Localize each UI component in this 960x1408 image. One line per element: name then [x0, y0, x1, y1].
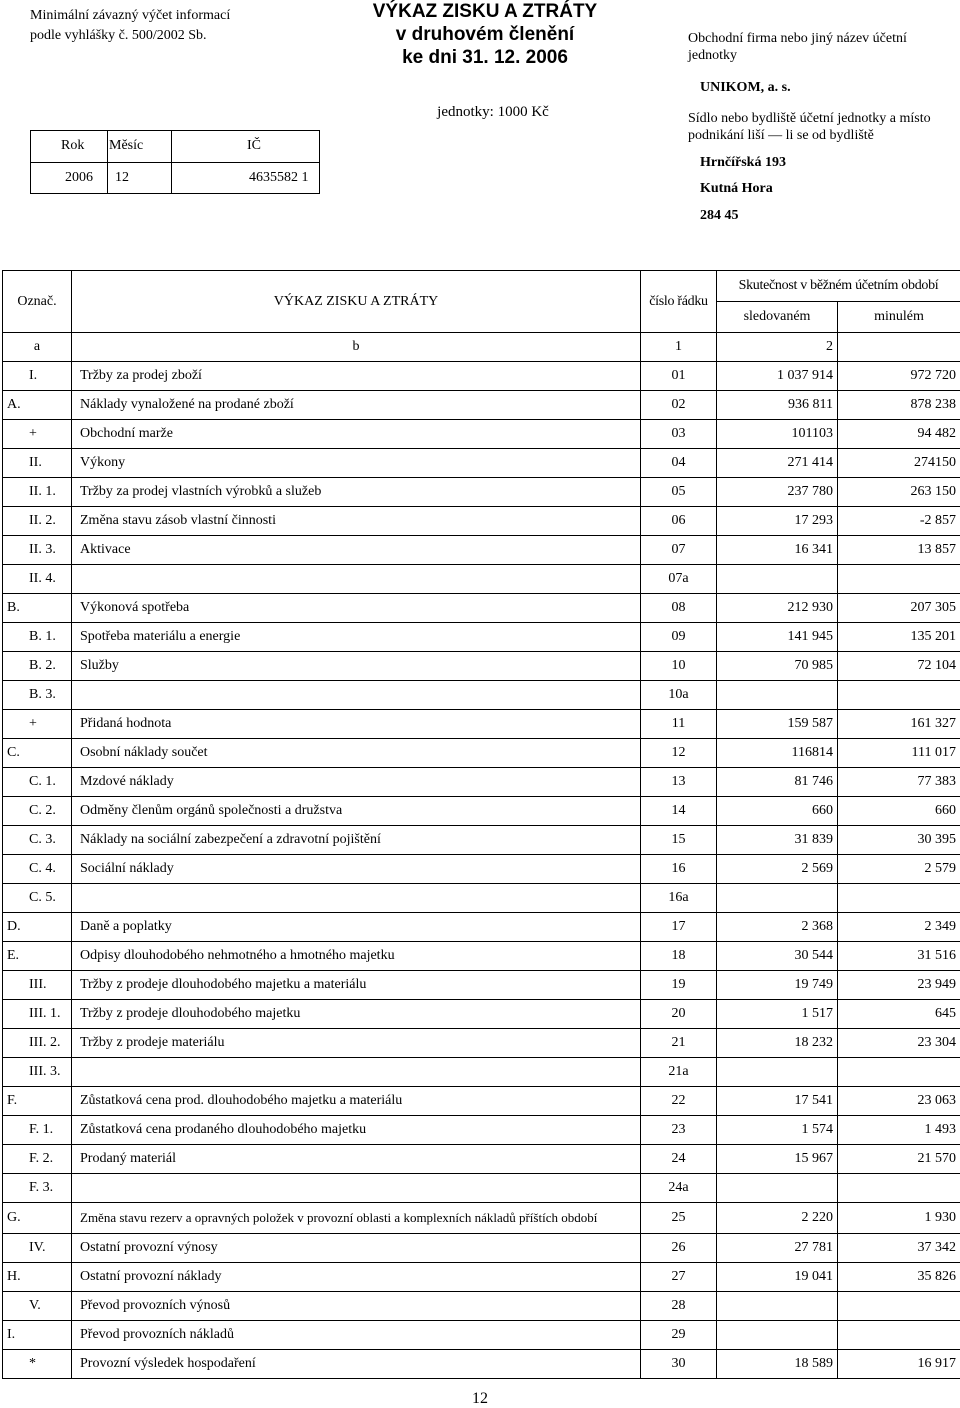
row-code: III. 1. [3, 1000, 72, 1029]
value-previous [838, 681, 960, 710]
address-street: Hrnčířská 193 [700, 155, 786, 170]
identification-box [30, 130, 320, 194]
value-current: 27 781 [717, 1234, 838, 1263]
value-current [717, 1292, 838, 1321]
row-label: Ostatní provozní výnosy [72, 1234, 641, 1263]
col-oznac-header: Označ. [3, 271, 72, 333]
value-current [717, 884, 838, 913]
row-number: 28 [641, 1292, 717, 1321]
row-label: Obchodní marže [72, 420, 641, 449]
row-label: Tržby z prodeje materiálu [72, 1029, 641, 1058]
row-number: 05 [641, 478, 717, 507]
row-label: Převod provozních výnosů [72, 1292, 641, 1321]
row-label: Náklady na sociální zabezpečení a zdravotní pojištění [72, 826, 641, 855]
value-previous: 1 493 [838, 1116, 960, 1145]
value-current [717, 1058, 838, 1087]
table-row [3, 1234, 960, 1263]
row-number: 16 [641, 855, 717, 884]
table-row [3, 391, 960, 420]
value-previous: 35 826 [838, 1263, 960, 1292]
value-current [717, 565, 838, 594]
row-number: 24a [641, 1174, 717, 1203]
row-label: Tržby za prodej zboží [72, 362, 641, 391]
row-number: 18 [641, 942, 717, 971]
col-index-b: b [72, 333, 641, 362]
value-current: 17 293 [717, 507, 838, 536]
row-label: Spotřeba materiálu a energie [72, 623, 641, 652]
value-current: 2 368 [717, 913, 838, 942]
value-current: 1 574 [717, 1116, 838, 1145]
value-previous: 207 305 [838, 594, 960, 623]
table-row [3, 1350, 960, 1379]
row-number: 11 [641, 710, 717, 739]
row-number: 03 [641, 420, 717, 449]
row-label: Přidaná hodnota [72, 710, 641, 739]
row-code: B. 3. [3, 681, 72, 710]
table-row [3, 478, 960, 507]
row-label: Aktivace [72, 536, 641, 565]
row-code: C. 4. [3, 855, 72, 884]
row-label: Osobní náklady součet [72, 739, 641, 768]
ic-value: 4635582 1 [249, 170, 309, 185]
table-row [3, 1058, 960, 1087]
report-date: ke dni 31. 12. 2006 [402, 47, 568, 68]
table-row [3, 536, 960, 565]
col-index-1: 1 [641, 333, 717, 362]
value-current: 141 945 [717, 623, 838, 652]
row-label: Mzdové náklady [72, 768, 641, 797]
value-current: 271 414 [717, 449, 838, 478]
value-current [717, 1321, 838, 1350]
value-current [717, 681, 838, 710]
value-previous [838, 1292, 960, 1321]
address-city: Kutná Hora [700, 181, 773, 196]
row-code: F. 1. [3, 1116, 72, 1145]
table-row [3, 507, 960, 536]
col-name-header: VÝKAZ ZISKU A ZTRÁTY [72, 271, 641, 333]
table-row [3, 739, 960, 768]
row-number: 08 [641, 594, 717, 623]
value-previous: 31 516 [838, 942, 960, 971]
value-previous: 878 238 [838, 391, 960, 420]
firm-name: UNIKOM, a. s. [700, 80, 791, 95]
row-number: 20 [641, 1000, 717, 1029]
table-row [3, 768, 960, 797]
row-label [72, 884, 641, 913]
row-code: D. [3, 913, 72, 942]
col-period-header: Skutečnost v běžném účetním období [717, 271, 960, 302]
value-current: 19 749 [717, 971, 838, 1000]
value-previous: 263 150 [838, 478, 960, 507]
value-current: 17 541 [717, 1087, 838, 1116]
table-row [3, 1087, 960, 1116]
row-code: F. 3. [3, 1174, 72, 1203]
row-label: Výkonová spotřeba [72, 594, 641, 623]
row-label: Změna stavu zásob vlastní činnosti [72, 507, 641, 536]
row-code: C. 1. [3, 768, 72, 797]
col-index-a: a [3, 333, 72, 362]
row-number: 06 [641, 507, 717, 536]
value-previous: 972 720 [838, 362, 960, 391]
rok-label: Rok [61, 138, 85, 153]
value-previous: 2 579 [838, 855, 960, 884]
col-index-3 [838, 333, 960, 362]
value-previous: 274150 [838, 449, 960, 478]
report-title-line1: VÝKAZ ZISKU A ZTRÁTY [372, 1, 598, 22]
row-number: 26 [641, 1234, 717, 1263]
table-row [3, 1174, 960, 1203]
row-code: B. 1. [3, 623, 72, 652]
row-label: Odpisy dlouhodobého nehmotného a hmotného majetku [72, 942, 641, 971]
row-code: II. [3, 449, 72, 478]
table-row [3, 1321, 960, 1350]
value-current: 101103 [717, 420, 838, 449]
income-statement-table [2, 270, 960, 1379]
value-current: 116814 [717, 739, 838, 768]
row-label: Daně a poplatky [72, 913, 641, 942]
row-label: Sociální náklady [72, 855, 641, 884]
value-previous: 135 201 [838, 623, 960, 652]
row-code: C. [3, 739, 72, 768]
value-previous [838, 884, 960, 913]
rok-value: 2006 [65, 170, 93, 185]
row-code: C. 3. [3, 826, 72, 855]
row-code: + [3, 420, 72, 449]
value-current: 212 930 [717, 594, 838, 623]
table-row [3, 826, 960, 855]
row-number: 27 [641, 1263, 717, 1292]
row-code: II. 3. [3, 536, 72, 565]
row-label: Převod provozních nákladů [72, 1321, 641, 1350]
table-row [3, 362, 960, 391]
row-number: 21a [641, 1058, 717, 1087]
value-current: 70 985 [717, 652, 838, 681]
row-code: I. [3, 362, 72, 391]
row-number: 17 [641, 913, 717, 942]
value-current: 16 341 [717, 536, 838, 565]
value-previous: 94 482 [838, 420, 960, 449]
row-label: Ostatní provozní náklady [72, 1263, 641, 1292]
value-previous: 13 857 [838, 536, 960, 565]
table-row [3, 884, 960, 913]
table-row [3, 710, 960, 739]
table-row [3, 594, 960, 623]
table-row [3, 1000, 960, 1029]
value-previous [838, 565, 960, 594]
col-index-2: 2 [717, 333, 838, 362]
row-label: Odměny členům orgánů společnosti a družstva [72, 797, 641, 826]
row-label [72, 1058, 641, 1087]
row-code: F. 2. [3, 1145, 72, 1174]
row-number: 22 [641, 1087, 717, 1116]
table-row [3, 942, 960, 971]
row-number: 21 [641, 1029, 717, 1058]
row-label: Tržby z prodeje dlouhodobého majetku [72, 1000, 641, 1029]
row-code: H. [3, 1263, 72, 1292]
value-current: 237 780 [717, 478, 838, 507]
row-number: 29 [641, 1321, 717, 1350]
table-row [3, 855, 960, 884]
table-row [3, 652, 960, 681]
value-current: 15 967 [717, 1145, 838, 1174]
value-current: 30 544 [717, 942, 838, 971]
row-number: 07 [641, 536, 717, 565]
value-current: 18 589 [717, 1350, 838, 1379]
value-previous: 37 342 [838, 1234, 960, 1263]
col-row-header: číslo řádku [641, 271, 717, 333]
row-code: G. [3, 1203, 72, 1234]
row-label: Služby [72, 652, 641, 681]
value-previous: 660 [838, 797, 960, 826]
row-code: C. 2. [3, 797, 72, 826]
value-previous [838, 1321, 960, 1350]
table-row [3, 1029, 960, 1058]
value-current: 159 587 [717, 710, 838, 739]
value-current: 18 232 [717, 1029, 838, 1058]
row-code: III. 3. [3, 1058, 72, 1087]
row-code: IV. [3, 1234, 72, 1263]
row-label: Výkony [72, 449, 641, 478]
units-label: jednotky: 1000 Kč [437, 104, 549, 120]
col-previous-header: minulém [838, 302, 960, 333]
row-number: 10 [641, 652, 717, 681]
row-label-text: Změna stavu rezerv a opravných položek v provozní oblasti a komplexních nákladů příštích období [80, 1210, 598, 1225]
row-label [72, 1174, 641, 1203]
value-current: 19 041 [717, 1263, 838, 1292]
value-previous: 72 104 [838, 652, 960, 681]
value-current: 2 220 [717, 1203, 838, 1234]
value-previous [838, 1174, 960, 1203]
row-number: 15 [641, 826, 717, 855]
form-note-line1: Minimální závazný výčet informací [30, 8, 231, 23]
row-label: Tržby z prodeje dlouhodobého majetku a materiálu [72, 971, 641, 1000]
address-postcode: 284 45 [700, 208, 739, 223]
value-previous: -2 857 [838, 507, 960, 536]
row-number: 13 [641, 768, 717, 797]
row-number: 07a [641, 565, 717, 594]
form-note-line2: podle vyhlášky č. 500/2002 Sb. [30, 28, 207, 43]
row-code: E. [3, 942, 72, 971]
table-row [3, 971, 960, 1000]
table-row [3, 1116, 960, 1145]
ic-label: IČ [247, 138, 261, 153]
form-note [30, 6, 230, 46]
row-code: III. 2. [3, 1029, 72, 1058]
table-row [3, 681, 960, 710]
row-code: III. [3, 971, 72, 1000]
row-number: 02 [641, 391, 717, 420]
row-number: 12 [641, 739, 717, 768]
row-number: 16a [641, 884, 717, 913]
row-label: Tržby za prodej vlastních výrobků a služeb [72, 478, 641, 507]
value-current [717, 1174, 838, 1203]
value-previous [838, 1058, 960, 1087]
row-label [72, 1203, 641, 1234]
row-number: 09 [641, 623, 717, 652]
row-label: Zůstatková cena prodaného dlouhodobého majetku [72, 1116, 641, 1145]
row-code: V. [3, 1292, 72, 1321]
report-title [335, 0, 635, 69]
value-current: 660 [717, 797, 838, 826]
row-label: Provozní výsledek hospodaření [72, 1350, 641, 1379]
row-number: 19 [641, 971, 717, 1000]
value-previous: 1 930 [838, 1203, 960, 1234]
value-current: 81 746 [717, 768, 838, 797]
row-code: II. 1. [3, 478, 72, 507]
row-number: 04 [641, 449, 717, 478]
table-row [3, 1145, 960, 1174]
row-code: B. 2. [3, 652, 72, 681]
page-number: 12 [472, 1390, 488, 1407]
table-row [3, 913, 960, 942]
row-number: 23 [641, 1116, 717, 1145]
value-previous: 23 949 [838, 971, 960, 1000]
row-code: II. 4. [3, 565, 72, 594]
row-number: 01 [641, 362, 717, 391]
row-code: * [3, 1350, 72, 1379]
value-previous: 161 327 [838, 710, 960, 739]
row-code: C. 5. [3, 884, 72, 913]
value-previous: 16 917 [838, 1350, 960, 1379]
row-code: II. 2. [3, 507, 72, 536]
value-previous: 2 349 [838, 913, 960, 942]
value-previous: 645 [838, 1000, 960, 1029]
row-label: Prodaný materiál [72, 1145, 641, 1174]
firm-label: Obchodní firma nebo jiný název účetní jednotky [688, 31, 907, 63]
table-row [3, 623, 960, 652]
row-number: 14 [641, 797, 717, 826]
row-number: 10a [641, 681, 717, 710]
row-code: B. [3, 594, 72, 623]
row-label [72, 565, 641, 594]
row-code: F. [3, 1087, 72, 1116]
table-row [3, 449, 960, 478]
table-row [3, 1203, 960, 1234]
value-current: 31 839 [717, 826, 838, 855]
row-code: + [3, 710, 72, 739]
value-current: 1 517 [717, 1000, 838, 1029]
table-row [3, 420, 960, 449]
value-current: 1 037 914 [717, 362, 838, 391]
table-row [3, 1292, 960, 1321]
row-code: A. [3, 391, 72, 420]
value-previous: 21 570 [838, 1145, 960, 1174]
value-previous: 77 383 [838, 768, 960, 797]
table-row [3, 565, 960, 594]
mesic-label: Měsíc [109, 138, 144, 153]
value-previous: 30 395 [838, 826, 960, 855]
row-number: 25 [641, 1203, 717, 1234]
value-current: 936 811 [717, 391, 838, 420]
report-title-line2: v druhovém členění [395, 24, 575, 45]
col-current-header: sledovaném [717, 302, 838, 333]
value-current: 2 569 [717, 855, 838, 884]
table-row [3, 797, 960, 826]
value-previous: 111 017 [838, 739, 960, 768]
mesic-value: 12 [115, 170, 129, 185]
row-label: Náklady vynaložené na prodané zboží [72, 391, 641, 420]
row-label [72, 681, 641, 710]
value-previous: 23 063 [838, 1087, 960, 1116]
row-label: Zůstatková cena prod. dlouhodobého majetku a materiálu [72, 1087, 641, 1116]
seat-label: Sídlo nebo bydliště účetní jednotky a místo podnikání liší — li se od bydliště [688, 111, 931, 143]
row-number: 30 [641, 1350, 717, 1379]
row-code: I. [3, 1321, 72, 1350]
table-row [3, 1263, 960, 1292]
value-previous: 23 304 [838, 1029, 960, 1058]
row-number: 24 [641, 1145, 717, 1174]
